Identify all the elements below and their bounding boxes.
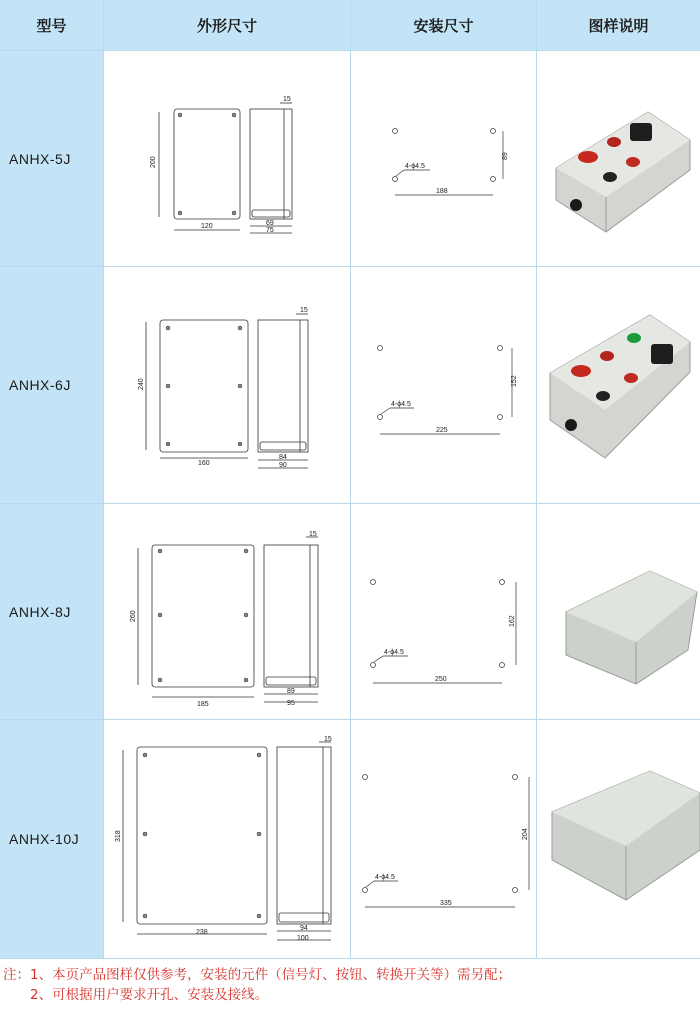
mount-hole-label: 4-ϕ4.5 xyxy=(375,874,395,881)
dim-width: 185 xyxy=(197,701,209,708)
dim-depth-total: 90 xyxy=(279,462,287,469)
dim-depth-mid: 94 xyxy=(300,925,308,932)
header-model: 型号 xyxy=(0,0,103,50)
note-line-1: 注：1、本页产品图样仅供参考，安装的元件（信号灯、按钮、转换开关等）需另配； xyxy=(3,967,512,983)
product-photo-10j xyxy=(552,771,700,900)
dim-height: 260 xyxy=(130,610,137,622)
header-mount: 安装尺寸 xyxy=(351,0,536,50)
model-cell-5j: ANHX-5J xyxy=(0,51,103,266)
dim-depth-top: 15 xyxy=(324,736,332,743)
dim-depth-mid: 69 xyxy=(266,220,274,227)
mount-hole-label: 4-ϕ4.5 xyxy=(405,163,425,170)
note-line-2: 2、可根据用户要求开孔、安装及接线。 xyxy=(3,987,269,1003)
model-cell-8j: ANHX-8J xyxy=(0,504,103,719)
dim-height: 240 xyxy=(138,378,145,390)
dim-width: 238 xyxy=(196,929,208,936)
mount-v: 152 xyxy=(511,375,518,387)
dim-depth-mid: 84 xyxy=(279,454,287,461)
mount-h: 250 xyxy=(435,676,447,683)
dim-width: 160 xyxy=(198,460,210,467)
dim-depth-total: 95 xyxy=(287,700,295,707)
dim-height: 318 xyxy=(115,830,122,842)
dim-depth-mid: 89 xyxy=(287,688,295,695)
dim-width: 120 xyxy=(201,223,213,230)
footnotes xyxy=(3,965,511,1005)
dim-height: 200 xyxy=(150,156,157,168)
mount-h: 225 xyxy=(436,427,448,434)
mount-v: 162 xyxy=(509,615,516,627)
dim-depth-top: 15 xyxy=(309,531,317,538)
mount-hole-label: 4-ϕ4.5 xyxy=(391,401,411,408)
model-cell-6j: ANHX-6J xyxy=(0,267,103,503)
mount-h: 335 xyxy=(440,900,452,907)
header-outline: 外形尺寸 xyxy=(104,0,350,50)
mount-hole-label: 4-ϕ4.5 xyxy=(384,649,404,656)
dim-depth-top: 15 xyxy=(300,307,308,314)
product-photo-5j xyxy=(556,112,690,232)
dim-depth-total: 100 xyxy=(297,935,309,942)
mount-v: 89 xyxy=(502,152,509,160)
model-cell-10j: ANHX-10J xyxy=(0,720,103,958)
product-photo-6j xyxy=(550,315,690,458)
header-photo: 图样说明 xyxy=(537,0,700,50)
mount-h: 188 xyxy=(436,188,448,195)
mount-v: 204 xyxy=(522,828,529,840)
dim-depth-total: 75 xyxy=(266,227,274,234)
dim-depth-top: 15 xyxy=(283,96,291,103)
product-photo-8j xyxy=(566,571,697,684)
